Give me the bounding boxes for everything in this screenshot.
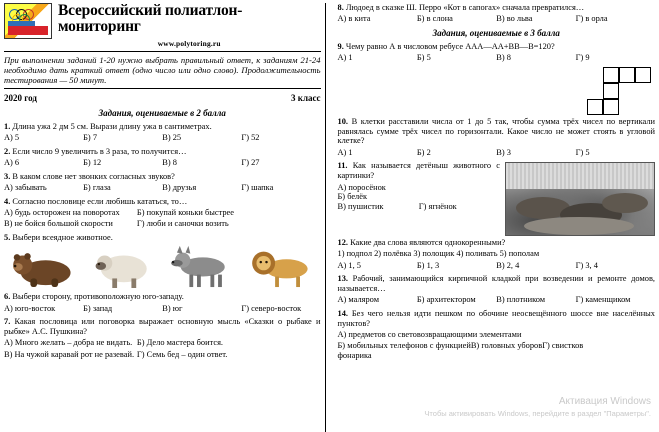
- option-v[interactable]: В) пушистик: [337, 202, 384, 212]
- question-text: Как называется детёныш животного с картинки?: [337, 161, 500, 180]
- question-number: 10.: [337, 116, 348, 126]
- question-options: [338, 261, 656, 271]
- question-number: 6.: [4, 292, 11, 302]
- option-g[interactable]: Г) 27: [241, 158, 260, 168]
- question-number: 11.: [337, 161, 348, 171]
- question-options: [338, 14, 656, 24]
- question-options: [338, 148, 656, 158]
- question-text: Если число 9 увеличить в 3 раза, то получится…: [12, 146, 187, 156]
- bear-image[interactable]: [4, 244, 82, 288]
- question-11: [338, 161, 656, 212]
- question-number: 12.: [337, 238, 348, 248]
- page-header: [4, 3, 321, 48]
- question-options: [4, 304, 321, 314]
- page-title: Всероссийский полиатлон-мониторинг: [58, 2, 243, 36]
- question-6: [4, 292, 321, 313]
- question-options-row2: [4, 350, 321, 360]
- option-v[interactable]: В) во льва: [496, 14, 533, 24]
- option-g[interactable]: Г) северо-восток: [241, 303, 302, 313]
- olympic-rings-logo: [4, 3, 52, 39]
- option-v[interactable]: В) юг: [162, 303, 183, 313]
- question-options-row2: [338, 341, 656, 360]
- question-options: [4, 158, 321, 168]
- question-2: [4, 147, 321, 168]
- site-url: www.polytoring.ru: [157, 38, 221, 48]
- word-list: 1) подпол 2) полёвка 3) полощик 4) поливать 5) пополам: [337, 249, 540, 259]
- question-options: [4, 183, 321, 193]
- question-text: Рабочий, занимающийся кирпичной кладкой при возведении и ремонте домов, называется…: [337, 274, 655, 294]
- question-text: Людоед в сказке Ш. Перро «Кот в сапогах» сначала превратился…: [345, 3, 585, 12]
- option-a[interactable]: А) 1, 5: [337, 260, 361, 270]
- year-label: 2020 год: [4, 92, 37, 103]
- question-text: В клетки расставили числа от 1 до 5 так, чтобы сумма трёх чисел по вертикали равнялась сумме трёх чисел по горизонтали. Какое число не может стоять в угловой клетке?: [337, 116, 655, 146]
- option-b[interactable]: Б) Дело мастера боится.: [136, 338, 224, 348]
- meta-row: [4, 93, 321, 103]
- header-divider: [4, 51, 321, 52]
- option-a[interactable]: А) 6: [4, 158, 20, 168]
- option-v[interactable]: В) 3: [496, 147, 511, 157]
- question-options-row1: [4, 208, 321, 218]
- animal-images: [4, 244, 321, 288]
- question-options: [4, 133, 321, 143]
- option-g[interactable]: Г) Семь бед – один ответ.: [136, 349, 228, 359]
- option-b[interactable]: Б) 7: [83, 133, 98, 143]
- instructions-text: При выполнении заданий 1-20 нужно выбрать правильный ответ, к заданиям 21-24 необходимо дать краткий ответ (одно число или одно слово). Продолжительность тестирования — 50 минут.: [4, 54, 321, 85]
- option-g[interactable]: Г) 9: [575, 53, 590, 63]
- option-a[interactable]: А) 5: [4, 133, 20, 143]
- watermark-line-1: Активация Windows: [558, 396, 651, 408]
- option-v[interactable]: В) 2, 4: [496, 260, 520, 270]
- question-8: [338, 3, 656, 24]
- right-column: [334, 3, 656, 432]
- option-g[interactable]: Г) в орла: [575, 14, 608, 24]
- option-a[interactable]: А) маляром: [337, 295, 380, 305]
- question-number: 5.: [4, 232, 11, 242]
- option-v[interactable]: В) 8: [162, 158, 177, 168]
- question-text: Выбери сторону, противоположную юго-западу.: [12, 292, 184, 302]
- question-number: 4.: [4, 196, 11, 206]
- section-title-3-points: Задания, оцениваемые в 3 балла: [432, 27, 560, 38]
- question-number: 13.: [337, 274, 348, 284]
- question-7: [4, 317, 321, 359]
- option-v[interactable]: В) На чужой каравай рот не разевай.: [4, 349, 135, 359]
- option-b[interactable]: Б) архитектором: [416, 295, 476, 305]
- question-text: Согласно пословице если любишь кататься, то…: [12, 196, 188, 206]
- question-text: Без чего нельзя идти пешком по обочине неосвещённого шоссе вне населённых пунктов?: [337, 309, 655, 328]
- question-13: [338, 274, 656, 305]
- option-g[interactable]: Г) 52: [241, 133, 260, 143]
- question-options-row2: [4, 219, 321, 229]
- question-number: 2.: [4, 146, 11, 156]
- intro-divider: [4, 88, 321, 89]
- option-g[interactable]: Г) люби и саночки возить: [136, 219, 229, 229]
- question-text: Чему равно А в числовом ребусе ААА—АА+ВВ—В=120?: [345, 41, 555, 51]
- question-number: 9.: [337, 41, 344, 51]
- question-number: 3.: [4, 171, 11, 181]
- question-9: [338, 42, 656, 63]
- number-grid-diagram: [569, 67, 655, 115]
- wolf-image[interactable]: [163, 244, 241, 288]
- option-b[interactable]: Б) 12: [83, 158, 102, 168]
- question-14: [338, 309, 656, 361]
- question-5: [4, 233, 321, 289]
- question-text: Какие два слова являются однокоренными?: [350, 238, 506, 248]
- watermark-line-2: Чтобы активировать Windows, перейдите в раздел "Параметры".: [424, 408, 651, 418]
- option-b[interactable]: Б) 1, 3: [416, 260, 440, 270]
- option-g[interactable]: Г) каменщиком: [575, 295, 631, 305]
- option-b[interactable]: Б) мобильных телефонов с функцией фонарика: [337, 341, 471, 360]
- left-column: [4, 3, 326, 432]
- question-text: Длина ужа 2 дм 5 см. Вырази длину ужа в сантиметрах.: [12, 121, 212, 131]
- question-options: [338, 53, 656, 63]
- seal-photo: [505, 162, 655, 236]
- question-10: [338, 67, 656, 157]
- option-b[interactable]: Б) 2: [416, 147, 431, 157]
- option-a[interactable]: А) Много желать – добра не видать.: [4, 338, 133, 348]
- option-b[interactable]: Б) запад: [83, 303, 113, 313]
- question-options-row1: [4, 338, 321, 348]
- option-b[interactable]: Б) глаза: [83, 183, 111, 193]
- two-column-layout: [4, 3, 655, 432]
- question-number: 1.: [4, 121, 11, 131]
- question-12: [338, 238, 656, 270]
- option-g[interactable]: Г) свистков: [542, 341, 584, 351]
- option-v[interactable]: В) плотником: [496, 295, 546, 305]
- option-a[interactable]: А) поросёнок: [337, 182, 386, 192]
- option-v[interactable]: В) друзья: [162, 183, 197, 193]
- section-title-2-points: Задания, оцениваемые в 2 балла: [98, 107, 226, 118]
- option-a[interactable]: А) 1: [337, 53, 353, 63]
- lion-image[interactable]: [243, 244, 321, 288]
- option-g[interactable]: Г) ягнёнок: [418, 202, 457, 212]
- question-3: [4, 172, 321, 193]
- question-options: [338, 295, 656, 305]
- option-a[interactable]: А) предметов со световозвращающими элементами: [337, 330, 522, 340]
- option-b[interactable]: Б) белёк: [337, 192, 368, 202]
- question-text: В каком слове нет звонких согласных звуков?: [12, 171, 175, 181]
- option-b[interactable]: Б) в слона: [416, 14, 453, 24]
- option-g[interactable]: Г) 5: [575, 147, 590, 157]
- option-a[interactable]: А) 1: [337, 147, 353, 157]
- question-number: 14.: [337, 309, 348, 319]
- question-text: Выбери всеядное животное.: [12, 232, 113, 242]
- option-g[interactable]: Г) 3, 4: [575, 260, 598, 270]
- option-g[interactable]: Г) шапка: [241, 183, 274, 193]
- option-b[interactable]: Б) 5: [416, 53, 431, 63]
- grade-label: 3 класс: [291, 92, 321, 103]
- option-v[interactable]: В) 25: [162, 133, 182, 143]
- sheep-image[interactable]: [84, 244, 162, 288]
- option-v[interactable]: В) головных уборов: [470, 341, 543, 351]
- question-number: 8.: [337, 3, 344, 12]
- option-v[interactable]: В) 8: [496, 53, 511, 63]
- option-a[interactable]: А) в кита: [337, 14, 371, 24]
- option-b[interactable]: Б) покупай коньки быстрее: [136, 207, 234, 217]
- option-v[interactable]: В) не бойся большой скорости: [4, 219, 113, 229]
- question-text: Какая пословица или поговорка выражает основную мысль «Сказки о рыбаке и рыбке» А.С. Пушкина?: [4, 317, 321, 337]
- option-a[interactable]: А) будь осторожен на поворотах: [4, 207, 120, 217]
- option-a[interactable]: А) юго-восток: [4, 303, 56, 313]
- question-4: [4, 197, 321, 229]
- option-a[interactable]: А) забывать: [4, 183, 47, 193]
- question-1: [4, 122, 321, 143]
- question-number: 7.: [4, 317, 11, 327]
